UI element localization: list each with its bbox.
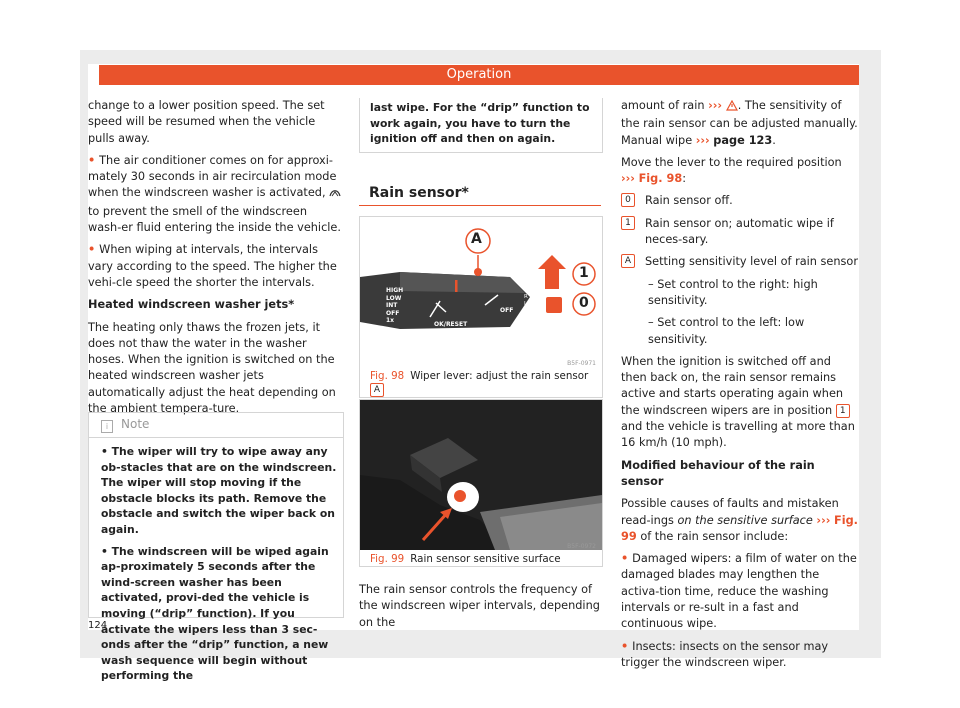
figure-99	[359, 399, 603, 567]
section-title-operation: Operation	[446, 67, 512, 82]
note-list	[89, 444, 343, 684]
column-left	[88, 98, 342, 423]
ref-arrow: ›››	[708, 99, 723, 112]
position-marker: 0	[621, 193, 635, 207]
paragraph: When the ignition is switched off and then back on, the rain sensor remains active and starts operating again when the windscreen wipers are in position 1 and the vehicle is travelling at more than 16 km/h (10 mph).	[621, 354, 855, 450]
paragraph: The heating only thaws the frozen jets, it does not thaw the water in the washer hoses. When the ignition is switched on the heated windscreen washer jets automatically adjust the heat depending on the ambient tempera-ture.	[88, 320, 336, 416]
callout-0: 0	[579, 295, 589, 311]
rain-sensor-illustration	[360, 400, 602, 550]
subheading: Modified behaviour of the rain sensor	[621, 458, 815, 488]
bullet-item: • Damaged wipers: a film of water on the damaged blades may lengthen the activa-tion time, reduce the washing intervals or re-sult in a fast and continuous wipe.	[621, 551, 859, 632]
position-marker: 1	[621, 216, 635, 230]
position-marker: 1	[836, 404, 850, 418]
section-header-bar	[99, 65, 859, 85]
figure-98	[359, 216, 603, 398]
legend-item: 1 Rain sensor on; automatic wipe if neces-sary.	[621, 216, 859, 249]
column-right	[621, 98, 859, 677]
paragraph: amount of rain ››› . The sensitivity of the rain sensor can be adjusted manually. Manual wipe ››› page 123.	[621, 99, 858, 147]
legend-item: A Setting sensitivity level of rain sensor	[621, 254, 859, 270]
callout-1: 1	[579, 265, 589, 281]
page-link[interactable]: page 123	[713, 133, 773, 147]
paragraph: Move the lever to the required position ››› Fig. 98:	[621, 155, 842, 186]
legend-item: 0 Rain sensor off.	[621, 193, 859, 209]
section-heading-rain-sensor: Rain sensor*	[369, 185, 469, 201]
off-label: OFF	[500, 307, 514, 314]
note-continuation-text: last wipe. For the “drip” function to work again, you have to turn the ignition off and then on again.	[370, 101, 590, 146]
trip-label: T R I P	[524, 287, 528, 314]
ok-reset-label: OK/RESET	[434, 321, 468, 328]
bullet-item: • Insects: insects on the sensor may trigger the windscreen wiper.	[621, 639, 859, 672]
callout-A: A	[471, 231, 482, 247]
position-marker: A	[621, 254, 635, 268]
paragraph: change to a lower position speed. The set speed will be resumed when the vehicle pulls away.	[88, 99, 325, 145]
warning-icon	[726, 100, 738, 116]
note-item: • The windscreen will be wiped again ap-proximately 5 seconds after the wind-screen washer has been activated, provi-ded the vehicle is moving (“drip” function). If you activate the wipers less than 3 sec-onds after the “drip” function, a new wash sequence will begin without performing the	[101, 544, 343, 684]
wiper-lever-illustration	[360, 217, 602, 367]
position-marker-A: A	[370, 383, 384, 397]
section-rule	[359, 205, 601, 206]
paragraph: The rain sensor controls the frequency of the windscreen wiper intervals, depending on the	[359, 583, 600, 629]
bullet-item: • When wiping at intervals, the intervals vary according to the speed. The higher the vehi-cle speed the shorter the intervals.	[88, 242, 342, 291]
note-continuation-box	[359, 98, 603, 153]
paragraph: Possible causes of faults and mistaken read-ings on the sensitive surface ››› Fig. 99 of the rain sensor include:	[621, 497, 858, 543]
figure-code: B5F-0971	[567, 360, 596, 367]
bullet-item: • The air conditioner comes on for approxi-mately 30 seconds in air recirculation mode when the windscreen washer is activated, to prevent the smell of the windscreen wash-er fluid entering the inside the vehicle.	[88, 153, 342, 236]
dash-item: – Set control to the left: low sensitivity.	[621, 315, 859, 348]
fan-recirculation-icon	[329, 187, 341, 203]
subheading: Heated windscreen washer jets*	[88, 298, 295, 312]
page-number: 124	[88, 620, 108, 631]
figure-code: B5F-0972	[567, 543, 596, 550]
lever-position-labels: HIGH LOW INT OFF 1x	[386, 287, 404, 324]
column-middle-text	[359, 582, 601, 637]
note-item: • The wiper will try to wipe away any ob-stacles that are on the windscreen. The wiper will stop moving if the obstacle blocks its path. Remove the obstacle and switch the wiper back on again.	[101, 444, 343, 538]
info-icon: i	[101, 420, 113, 433]
figure-caption: Fig. 98 Wiper lever: adjust the rain sensor A	[370, 370, 589, 395]
note-title: Note	[121, 417, 150, 431]
figure-link[interactable]: Fig. 98	[638, 172, 683, 186]
dash-item: – Set control to the right: high sensitivity.	[621, 277, 859, 310]
figure-link[interactable]: Fig. 99	[621, 513, 858, 543]
figure-caption: Fig. 99 Rain sensor sensitive surface	[370, 553, 561, 565]
